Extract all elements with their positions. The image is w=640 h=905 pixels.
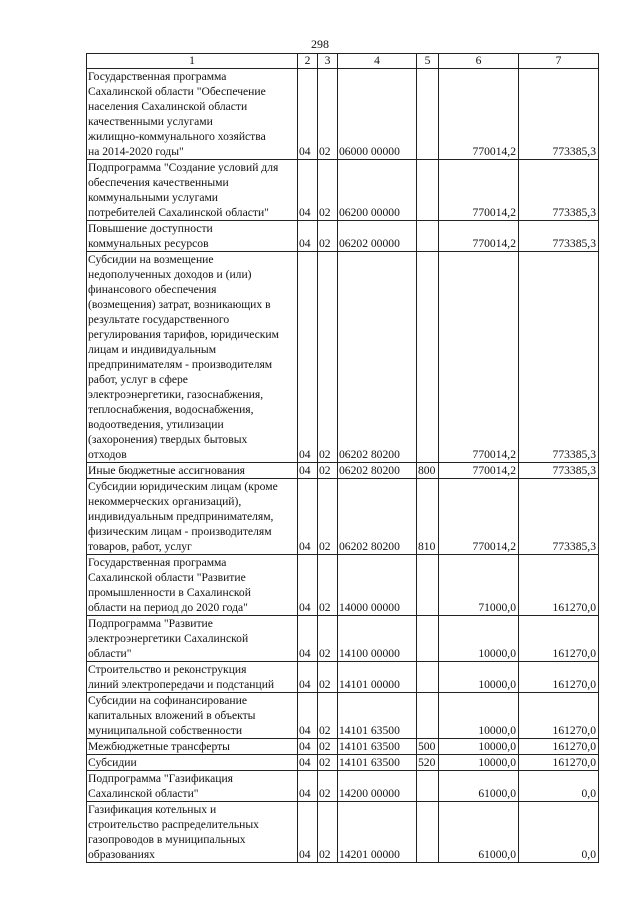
row-name-cell: Подпрограмма "Газификация Сахалинской области" bbox=[87, 771, 298, 802]
expense-type-cell bbox=[417, 160, 439, 221]
row-name-cell: Субсидии на возмещение недополученных доходов и (или) финансового обеспечения (возмещения) затрат, возникающих в результате государственного регулирования тарифов, юридическим лицам и индивидуальным предпринимателям - производителям работ, услуг в сфере электроэнергетики, газоснабжения, теплоснабжения, водоснабжения, водоотведения, утилизации (захоронения) твердых бытовых отходов bbox=[87, 252, 298, 463]
amount-cell: 773385,3 bbox=[519, 160, 599, 221]
section-code-cell: 04 bbox=[298, 160, 318, 221]
amount-cell: 773385,3 bbox=[519, 479, 599, 555]
subsection-code-cell: 02 bbox=[318, 252, 338, 463]
amount-cell: 161270,0 bbox=[519, 755, 599, 771]
amount-cell: 10000,0 bbox=[439, 616, 519, 662]
subsection-code-cell: 02 bbox=[318, 693, 338, 739]
amount-cell: 161270,0 bbox=[519, 693, 599, 739]
expense-type-cell: 520 bbox=[417, 755, 439, 771]
section-code-cell: 04 bbox=[298, 252, 318, 463]
section-code-cell: 04 bbox=[298, 755, 318, 771]
target-article-cell: 06202 00000 bbox=[338, 221, 417, 252]
page-number: 298 bbox=[311, 37, 329, 51]
amount-cell: 770014,2 bbox=[439, 479, 519, 555]
row-name-cell: Строительство и реконструкция линий электропередачи и подстанций bbox=[87, 662, 298, 693]
section-code-cell: 04 bbox=[298, 555, 318, 616]
amount-cell: 770014,2 bbox=[439, 463, 519, 479]
amount-cell: 61000,0 bbox=[439, 771, 519, 802]
section-code-cell: 04 bbox=[298, 69, 318, 160]
table-row bbox=[87, 221, 599, 252]
expense-type-cell bbox=[417, 252, 439, 463]
amount-cell: 161270,0 bbox=[519, 739, 599, 755]
section-code-cell: 04 bbox=[298, 802, 318, 863]
table-row bbox=[87, 463, 599, 479]
amount-cell: 773385,3 bbox=[519, 221, 599, 252]
row-name-cell: Повышение доступности коммунальных ресурсов bbox=[87, 221, 298, 252]
section-code-cell: 04 bbox=[298, 616, 318, 662]
table-row bbox=[87, 555, 599, 616]
header-cell: 4 bbox=[338, 54, 417, 69]
expense-type-cell bbox=[417, 221, 439, 252]
subsection-code-cell: 02 bbox=[318, 160, 338, 221]
amount-cell: 0,0 bbox=[519, 771, 599, 802]
section-code-cell: 04 bbox=[298, 662, 318, 693]
expense-type-cell bbox=[417, 771, 439, 802]
row-name-cell: Межбюджетные трансферты bbox=[87, 739, 298, 755]
target-article-cell: 14201 00000 bbox=[338, 802, 417, 863]
row-name-cell: Субсидии на софинансирование капитальных вложений в объекты муниципальной собственности bbox=[87, 693, 298, 739]
header-cell: 3 bbox=[318, 54, 338, 69]
subsection-code-cell: 02 bbox=[318, 755, 338, 771]
amount-cell: 161270,0 bbox=[519, 555, 599, 616]
amount-cell: 10000,0 bbox=[439, 755, 519, 771]
expense-type-cell bbox=[417, 662, 439, 693]
target-article-cell: 14000 00000 bbox=[338, 555, 417, 616]
expense-type-cell bbox=[417, 693, 439, 739]
section-code-cell: 04 bbox=[298, 479, 318, 555]
subsection-code-cell: 02 bbox=[318, 463, 338, 479]
header-cell: 1 bbox=[87, 54, 298, 69]
subsection-code-cell: 02 bbox=[318, 662, 338, 693]
row-name-cell: Государственная программа Сахалинской области "Обеспечение населения Сахалинской области качественными услугами жилищно-коммунального хозяйства на 2014-2020 годы" bbox=[87, 69, 298, 160]
amount-cell: 10000,0 bbox=[439, 739, 519, 755]
table-row bbox=[87, 693, 599, 739]
amount-cell: 773385,3 bbox=[519, 252, 599, 463]
table-row bbox=[87, 252, 599, 463]
section-code-cell: 04 bbox=[298, 463, 318, 479]
expense-type-cell bbox=[417, 616, 439, 662]
amount-cell: 770014,2 bbox=[439, 160, 519, 221]
row-name-cell: Иные бюджетные ассигнования bbox=[87, 463, 298, 479]
table-row bbox=[87, 616, 599, 662]
section-code-cell: 04 bbox=[298, 221, 318, 252]
expense-type-cell: 800 bbox=[417, 463, 439, 479]
amount-cell: 0,0 bbox=[519, 802, 599, 863]
subsection-code-cell: 02 bbox=[318, 802, 338, 863]
row-name-cell: Субсидии bbox=[87, 755, 298, 771]
row-name-cell: Субсидии юридическим лицам (кроме некоммерческих организаций), индивидуальным предпринимателям, физическим лицам - производителям товаров, работ, услуг bbox=[87, 479, 298, 555]
target-article-cell: 14101 63500 bbox=[338, 693, 417, 739]
expense-type-cell bbox=[417, 69, 439, 160]
table-row bbox=[87, 802, 599, 863]
table-row bbox=[87, 69, 599, 160]
subsection-code-cell: 02 bbox=[318, 479, 338, 555]
target-article-cell: 06202 80200 bbox=[338, 463, 417, 479]
row-name-cell: Газификация котельных и строительство распределительных газопроводов в муниципальных образованиях bbox=[87, 802, 298, 863]
subsection-code-cell: 02 bbox=[318, 771, 338, 802]
amount-cell: 61000,0 bbox=[439, 802, 519, 863]
expense-type-cell: 500 bbox=[417, 739, 439, 755]
expense-type-cell bbox=[417, 802, 439, 863]
budget-table bbox=[86, 53, 599, 863]
target-article-cell: 14200 00000 bbox=[338, 771, 417, 802]
table-row bbox=[87, 662, 599, 693]
section-code-cell: 04 bbox=[298, 771, 318, 802]
target-article-cell: 14101 00000 bbox=[338, 662, 417, 693]
table-row bbox=[87, 479, 599, 555]
expense-type-cell bbox=[417, 555, 439, 616]
subsection-code-cell: 02 bbox=[318, 555, 338, 616]
subsection-code-cell: 02 bbox=[318, 739, 338, 755]
amount-cell: 71000,0 bbox=[439, 555, 519, 616]
amount-cell: 770014,2 bbox=[439, 69, 519, 160]
header-cell: 6 bbox=[439, 54, 519, 69]
header-cell: 7 bbox=[519, 54, 599, 69]
subsection-code-cell: 02 bbox=[318, 221, 338, 252]
subsection-code-cell: 02 bbox=[318, 69, 338, 160]
row-name-cell: Подпрограмма "Создание условий для обеспечения качественными коммунальными услугами потребителей Сахалинской области" bbox=[87, 160, 298, 221]
target-article-cell: 06000 00000 bbox=[338, 69, 417, 160]
amount-cell: 770014,2 bbox=[439, 252, 519, 463]
table-header-row bbox=[87, 54, 599, 69]
row-name-cell: Государственная программа Сахалинской области "Развитие промышленности в Сахалинской области на период до 2020 года" bbox=[87, 555, 298, 616]
amount-cell: 773385,3 bbox=[519, 463, 599, 479]
table-row bbox=[87, 160, 599, 221]
section-code-cell: 04 bbox=[298, 739, 318, 755]
header-cell: 5 bbox=[417, 54, 439, 69]
expense-type-cell: 810 bbox=[417, 479, 439, 555]
section-code-cell: 04 bbox=[298, 693, 318, 739]
subsection-code-cell: 02 bbox=[318, 616, 338, 662]
table-row bbox=[87, 755, 599, 771]
target-article-cell: 06202 80200 bbox=[338, 479, 417, 555]
amount-cell: 161270,0 bbox=[519, 616, 599, 662]
target-article-cell: 14100 00000 bbox=[338, 616, 417, 662]
target-article-cell: 14101 63500 bbox=[338, 739, 417, 755]
amount-cell: 773385,3 bbox=[519, 69, 599, 160]
amount-cell: 10000,0 bbox=[439, 662, 519, 693]
amount-cell: 770014,2 bbox=[439, 221, 519, 252]
target-article-cell: 14101 63500 bbox=[338, 755, 417, 771]
table-row bbox=[87, 771, 599, 802]
target-article-cell: 06202 80200 bbox=[338, 252, 417, 463]
amount-cell: 161270,0 bbox=[519, 662, 599, 693]
header-cell: 2 bbox=[298, 54, 318, 69]
row-name-cell: Подпрограмма "Развитие электроэнергетики Сахалинской области" bbox=[87, 616, 298, 662]
target-article-cell: 06200 00000 bbox=[338, 160, 417, 221]
table-row bbox=[87, 739, 599, 755]
amount-cell: 10000,0 bbox=[439, 693, 519, 739]
